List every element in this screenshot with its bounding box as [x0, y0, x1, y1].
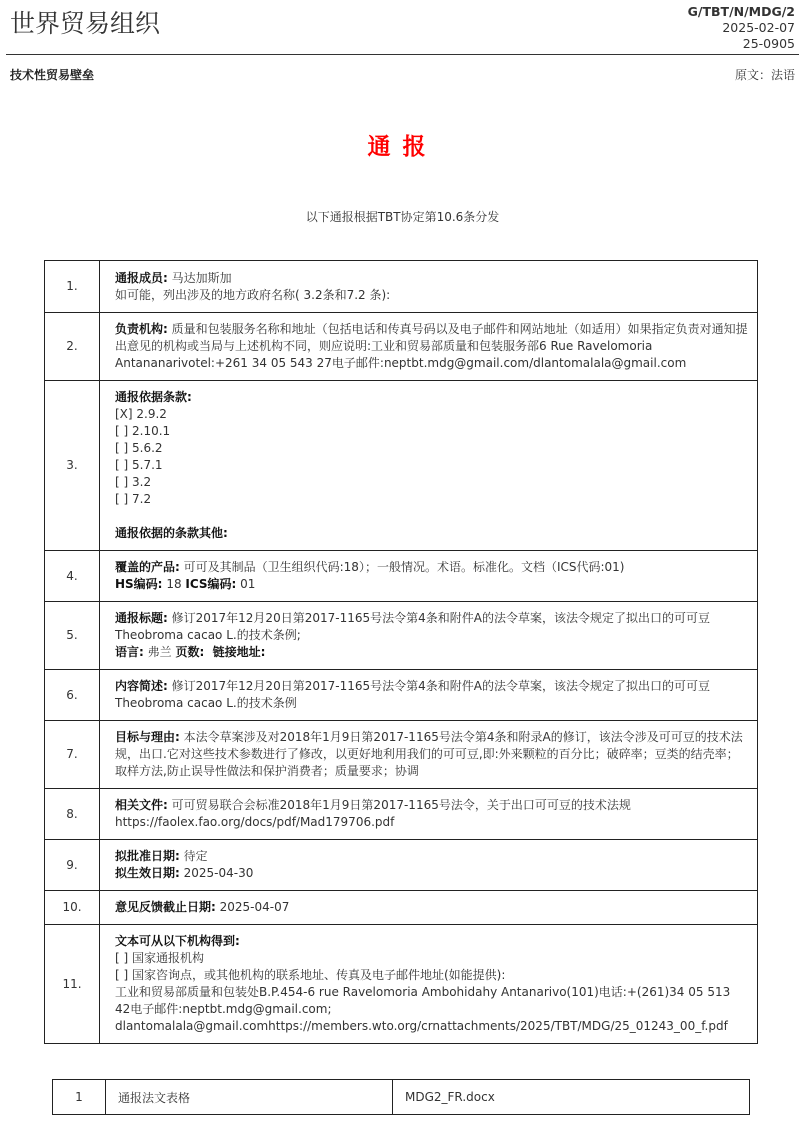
pages-label: 页数:: [175, 645, 205, 659]
row-number: 3.: [45, 381, 100, 551]
spacer: [115, 508, 749, 525]
codes-line: [115, 576, 749, 593]
table-row: [45, 670, 758, 721]
option-national-authority: [ ] 国家通报机构: [115, 951, 204, 965]
link-label: 链接地址:: [204, 645, 266, 659]
field-value: 可可及其制品（卫生组织代码:18）；一般情况。术语。标准化。文档（ICS代码:01): [179, 560, 625, 574]
row-content: [100, 551, 758, 602]
field-label: 拟批准日期:: [115, 849, 180, 863]
attachment-file[interactable]: MDG2_FR.docx: [393, 1080, 750, 1115]
table-row: [45, 381, 758, 551]
row-number: 1.: [45, 261, 100, 313]
field-label: 通报成员:: [115, 270, 168, 285]
table-row: [45, 313, 758, 381]
field-value: 修订2017年12月20日第2017-1165号法令第4条和附件A的法令草案，该法令规定了拟出口的可可豆Theobroma cacao L.的技术条例: [115, 679, 710, 710]
contact-address: 工业和贸易部质量和包装处B.P.454-6 rue Ravelomoria Ambohidahy Antanarivo(101)电话:+(261)34 05 513 42电子邮件:neptbt.mdg@gmail.com;: [115, 985, 731, 1016]
row-content: [100, 381, 758, 551]
field-value: 马达加斯加: [167, 270, 232, 285]
language-value: 弗兰: [143, 645, 176, 659]
field-label: 通报依据的条款其他:: [115, 526, 228, 540]
row-number: 5.: [45, 602, 100, 670]
row-number: 2.: [45, 313, 100, 381]
checkbox-item: [ ] 2.10.1: [115, 424, 171, 438]
row-number: 7.: [45, 721, 100, 789]
row-content: [100, 313, 758, 381]
row-number: 4.: [45, 551, 100, 602]
table-row: [45, 261, 758, 313]
field-label: 文本可从以下机构得到:: [115, 934, 240, 948]
option-enquiry-point: [ ] 国家咨询点，或其他机构的联系地址、传真及电子邮件地址(如能提供):: [115, 968, 506, 982]
row-number: 8.: [45, 789, 100, 840]
row-number: 10.: [45, 891, 100, 925]
checkbox-item: [ ] 7.2: [115, 492, 152, 506]
field-value: 2025-04-07: [215, 900, 290, 914]
hs-value: 18: [162, 577, 186, 591]
field-label: 覆盖的产品:: [115, 560, 180, 574]
field-label: 负责机构:: [115, 322, 168, 336]
row-content: [100, 670, 758, 721]
document-date: 2025-02-07: [722, 20, 795, 35]
field-value: 本法令草案涉及对2018年1月9日第2017-1165号法令第4条和附录A的修订，该法令涉及可可豆的技术法规，出口.它对这些技术参数进行了修改，以更好地利用我们的可可豆,即:外来颗粒的百分比；破碎率；豆类的结壳率；取样方法,防止误导性做法和保护消费者；质量要求；协调: [115, 730, 743, 778]
notification-subtitle: 以下通报根据TBT协定第10.6条分发: [305, 210, 500, 224]
ics-label: ICS编码:: [185, 577, 237, 591]
ics-value: 01: [236, 577, 256, 591]
row-number: 11.: [45, 925, 100, 1044]
table-row: [45, 721, 758, 789]
table-row: [45, 789, 758, 840]
field-value: 修订2017年12月20日第2017-1165号法令第4条和附件A的法令草案，该法令规定了拟出口的可可豆Theobroma cacao L.的技术条例;: [115, 611, 710, 642]
table-row: [45, 891, 758, 925]
field-value: 可可贸易联合会标准2018年1月9日第2017-1165号法令，关于出口可可豆的技术法规: [167, 798, 631, 812]
field-note: 如可能，列出涉及的地方政府名称( 3.2条和7.2 条):: [115, 287, 391, 302]
attachment-table: [52, 1079, 750, 1115]
field-label: 内容简述:: [115, 679, 168, 693]
row-content: [100, 721, 758, 789]
checkbox-item: [X] 2.9.2: [115, 407, 167, 421]
document-symbol: G/TBT/N/MDG/2: [687, 4, 795, 19]
document-link[interactable]: https://faolex.fao.org/docs/pdf/Mad179706.pdf: [115, 815, 395, 829]
checkbox-item: [ ] 5.6.2: [115, 441, 163, 455]
table-row: [45, 602, 758, 670]
row-content: [100, 891, 758, 925]
attachment-row: [53, 1080, 750, 1115]
row-content: [100, 925, 758, 1044]
document-reference: 25-0905: [742, 36, 795, 51]
table-row: [45, 925, 758, 1044]
table-row: [45, 551, 758, 602]
field-label: 拟生效日期:: [115, 866, 180, 880]
hs-label: HS编码:: [115, 577, 163, 591]
notification-table: [44, 260, 758, 1044]
row-number: 9.: [45, 840, 100, 891]
field-value: 待定: [179, 849, 208, 863]
row-content: [100, 789, 758, 840]
language-line: [115, 644, 749, 661]
header-divider: [6, 54, 799, 55]
language-label: 语言:: [115, 645, 144, 659]
attachment-number: 1: [53, 1080, 106, 1115]
row-content: [100, 261, 758, 313]
field-label: 通报标题:: [115, 611, 168, 625]
notification-title: 通报: [367, 134, 438, 160]
row-content: [100, 840, 758, 891]
field-value: 质量和包装服务名称和地址（包括电话和传真号码以及电子邮件和网站地址（如适用）如果指定负责对通知提出意见的机构或当局与上述机构不同，则应说明:工业和贸易部质量和包装服务部6 Rue Ravelomoria Antananarivotel:+261 34 05 543 27电子邮件:neptbt.mdg@gmail.com/dlantomalala@gmail.com: [115, 322, 748, 370]
field-label: 意见反馈截止日期:: [115, 900, 216, 914]
table-row: [45, 840, 758, 891]
document-meta: [688, 4, 795, 52]
original-language: 原文：法语: [734, 68, 795, 82]
field-label: 通报依据条款:: [115, 390, 192, 404]
row-number: 6.: [45, 670, 100, 721]
checkbox-item: [ ] 5.7.1: [115, 458, 163, 472]
organization-name: 世界贸易组织: [10, 9, 161, 38]
contact-link[interactable]: dlantomalala@gmail.comhttps://members.wto.org/crnattachments/2025/TBT/MDG/25_01243_00_f.pdf: [115, 1019, 728, 1033]
field-label: 相关文件:: [115, 798, 168, 812]
attachment-title: 通报法文表格: [106, 1080, 393, 1115]
field-label: 目标与理由:: [115, 730, 180, 744]
checkbox-item: [ ] 3.2: [115, 475, 152, 489]
effective-date-line: [115, 865, 749, 882]
committee-name: 技术性贸易壁垒: [10, 68, 95, 82]
field-value: 2025-04-30: [179, 866, 254, 880]
row-content: [100, 602, 758, 670]
